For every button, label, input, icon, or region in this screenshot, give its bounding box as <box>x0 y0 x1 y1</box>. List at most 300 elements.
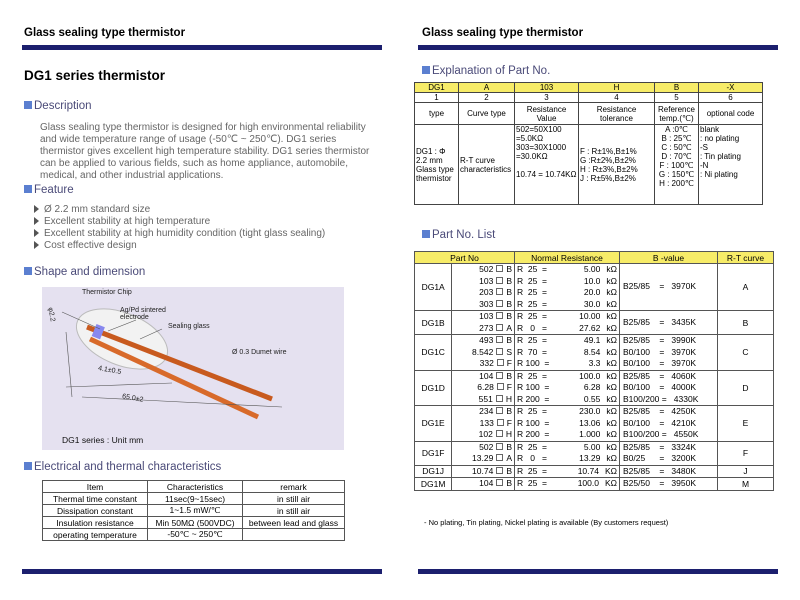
table-cell: Min 50MΩ (500VDC) <box>148 517 243 529</box>
resistance-unit: kΩ <box>606 335 617 345</box>
type-cell: Reference temp.(℃) <box>655 103 699 125</box>
checkbox-icon <box>496 467 503 474</box>
rt-curve: E <box>718 406 774 442</box>
rt-curve: D <box>718 370 774 406</box>
resistance-label: R 100 = <box>517 358 550 368</box>
header-cell: Normal Resistance <box>515 252 620 264</box>
tolerance-code: B <box>506 287 512 297</box>
resistance-label: R 25 = <box>517 441 548 452</box>
table-row <box>43 529 345 541</box>
tolerance-code: A <box>506 453 512 463</box>
resistance-line <box>515 287 619 299</box>
resistance-label: R 25 = <box>517 465 548 476</box>
table-cell: Dissipation constant <box>43 505 148 517</box>
header-rule <box>418 45 778 50</box>
checkbox-icon <box>496 348 503 355</box>
part-codes <box>452 335 515 371</box>
b-value: B0/100 = 4000K <box>623 382 697 392</box>
resistance-value: 30.0 <box>583 298 601 309</box>
part-group-name: DG1F <box>415 441 452 465</box>
b-values <box>620 311 718 335</box>
detail-cell: R-T curve characteristics <box>459 125 515 205</box>
bullet-square-icon <box>24 185 32 193</box>
tolerance-code: F <box>506 382 512 392</box>
list-heading <box>422 229 495 241</box>
part-code-line <box>452 311 514 323</box>
list-heading-text: Part No. List <box>432 229 496 241</box>
table-cell: Insulation resistance <box>43 517 148 529</box>
table-header-row <box>415 252 774 264</box>
bullet-square-icon <box>24 101 32 109</box>
part-code-line <box>452 478 514 490</box>
detail-cell: F : R±1%,B±1% G :R±2%,B±2% H : R±3%,B±2% J : R±5%,B±2% <box>579 125 655 205</box>
index-cell: 6 <box>699 93 763 103</box>
table-cell: -50℃ ~ 250℃ <box>148 529 243 541</box>
b-values <box>620 370 718 406</box>
index-cell: 2 <box>459 93 515 103</box>
resistance-values <box>515 406 620 442</box>
feature-heading-text: Feature <box>34 184 74 196</box>
part-code-line <box>452 382 514 394</box>
resistance-label: R 25 = <box>517 335 548 345</box>
part-number-list-table <box>414 251 774 491</box>
tolerance-code: B <box>506 298 512 309</box>
resistance-label: R 0 = <box>517 453 547 463</box>
header-cell: Part No <box>415 252 515 264</box>
b-value: B25/85 = 3970K <box>623 281 697 292</box>
table-row <box>43 517 345 529</box>
rt-curve: M <box>718 478 774 491</box>
footer-rule <box>22 569 382 574</box>
b-value: B0/100 = 4210K <box>623 417 697 428</box>
part-code-line <box>452 394 514 406</box>
label-chip: Thermistor Chip <box>82 289 132 296</box>
table-row <box>415 335 774 371</box>
part-code: 6.28 <box>477 382 494 392</box>
b-value: B0/100 = 3970K <box>623 358 697 368</box>
resistance-value: 27.62 <box>579 322 601 333</box>
part-code-line <box>452 264 514 276</box>
part-group-name: DG1B <box>415 311 452 335</box>
resistance-label: R 70 = <box>517 346 548 357</box>
resistance-value: 20.0 <box>583 287 601 297</box>
b-value: B25/85 = 3480K <box>623 465 697 476</box>
b-value: B100/200 = 4330K <box>623 393 699 404</box>
characteristics-table <box>42 480 345 541</box>
resistance-value: 10.00 <box>579 311 601 321</box>
resistance-label: R 25 = <box>517 275 548 286</box>
part-codes <box>452 311 515 335</box>
resistance-value: 3.3 <box>588 358 601 368</box>
part-code: 502 <box>479 264 494 274</box>
index-cell: 3 <box>515 93 579 103</box>
table-cell: Thermal time constant <box>43 493 148 505</box>
resistance-unit: kΩ <box>606 322 617 333</box>
elec-heading-text: Electrical and thermal characteristics <box>34 461 222 473</box>
tolerance-code: B <box>506 478 512 488</box>
type-row <box>415 103 763 125</box>
part-code: 551 <box>478 393 493 404</box>
detail-cell: blank : no plating -S : Tin plating -N : Ni plating <box>699 125 763 205</box>
dim-line <box>66 383 172 387</box>
part-code: 493 <box>479 335 494 345</box>
feature-list <box>34 204 325 252</box>
part-group-name: DG1J <box>415 465 452 478</box>
tolerance-code: B <box>506 264 512 274</box>
tolerance-code: B <box>506 311 512 321</box>
resistance-label: R 25 = <box>517 406 548 416</box>
part-codes <box>452 264 515 311</box>
part-group-name: DG1E <box>415 406 452 442</box>
rt-curve: A <box>718 264 774 311</box>
checkbox-icon <box>496 395 503 402</box>
part-code: 13.29 <box>472 453 494 463</box>
table-cell: 11sec(9~15sec) <box>148 493 243 505</box>
explanation-heading-text: Explanation of Part No. <box>432 65 551 77</box>
rt-curve: C <box>718 335 774 371</box>
detail-cell: DG1 : Φ 2.2 mm Glass type thermistor <box>415 125 459 205</box>
code-cell: H <box>579 83 655 93</box>
part-code: 104 <box>479 478 494 488</box>
table-row <box>415 441 774 465</box>
part-group-name: DG1D <box>415 370 452 406</box>
checkbox-icon <box>496 265 503 272</box>
resistance-unit: kΩ <box>606 429 617 439</box>
part-code-line <box>452 371 514 383</box>
part-code: 234 <box>479 406 494 416</box>
tolerance-code: F <box>506 358 512 368</box>
description-heading-text: Description <box>34 100 92 112</box>
resistance-value: 0.55 <box>583 393 601 404</box>
checkbox-icon <box>496 324 503 331</box>
tolerance-code: H <box>505 429 512 439</box>
type-cell: Resistance tolerance <box>579 103 655 125</box>
table-row <box>415 478 774 491</box>
bullet-square-icon <box>24 462 32 470</box>
page-header: Glass sealing type thermistor <box>24 27 186 39</box>
resistance-label: R 25 = <box>517 478 548 488</box>
b-values <box>620 264 718 311</box>
checkbox-icon <box>496 454 503 461</box>
part-code: 104 <box>479 370 494 381</box>
resistance-line <box>515 335 619 347</box>
shape-heading <box>24 266 145 278</box>
resistance-values <box>515 335 620 371</box>
table-cell: in still air <box>243 493 345 505</box>
tolerance-code: B <box>506 406 512 416</box>
list-item <box>34 216 325 228</box>
b-value: B25/85 = 3990K <box>623 335 697 345</box>
resistance-unit: kΩ <box>606 370 617 381</box>
b-value: B0/25 = 3200K <box>623 453 697 463</box>
part-code: 133 <box>479 417 494 428</box>
table-row <box>415 264 774 311</box>
part-codes <box>452 441 515 465</box>
resistance-value: 13.29 <box>579 453 601 463</box>
part-code-line <box>452 276 514 288</box>
tolerance-code: F <box>506 417 512 428</box>
resistance-line <box>515 347 619 359</box>
type-cell: type <box>415 103 459 125</box>
part-code-line <box>452 429 514 441</box>
resistance-value: 100.0 <box>579 370 601 381</box>
part-group-name: DG1M <box>415 478 452 491</box>
resistance-unit: kΩ <box>606 264 617 274</box>
checkbox-icon <box>496 443 503 450</box>
footer-rule <box>418 569 778 574</box>
code-cell: -X <box>699 83 763 93</box>
header-rule <box>22 45 382 50</box>
tolerance-code: B <box>506 441 512 452</box>
elec-heading <box>24 461 221 473</box>
resistance-label: R 0 = <box>517 322 547 333</box>
resistance-line <box>515 371 619 383</box>
description-heading <box>24 100 92 112</box>
index-cell: 1 <box>415 93 459 103</box>
triangle-bullet-icon <box>34 229 39 237</box>
part-code-line <box>452 323 514 335</box>
feature-text: Excellent stability at high temperature <box>44 216 211 227</box>
table-row <box>43 505 345 517</box>
label-dim-dia: φ2.2 <box>46 306 56 323</box>
part-code-line <box>452 347 514 359</box>
part-code-line <box>452 453 514 465</box>
tolerance-code: B <box>506 465 512 476</box>
part-code: 103 <box>479 311 494 321</box>
code-cell: A <box>459 83 515 93</box>
resistance-label: R 25 = <box>517 311 548 321</box>
header-cell: R-T curve <box>718 252 774 264</box>
resistance-line <box>515 311 619 323</box>
resistance-unit: kΩ <box>606 298 617 309</box>
part-code-line <box>452 358 514 370</box>
resistance-label: R 25 = <box>517 298 548 309</box>
table-row <box>43 493 345 505</box>
detail-cell: A :0℃ B : 25℃ C : 50℃ D : 70℃ F : 100℃ G : 150℃ H : 200℃ <box>655 125 699 205</box>
resistance-value: 5.00 <box>583 264 601 274</box>
part-code: 273 <box>479 322 494 333</box>
part-code: 10.74 <box>472 465 494 476</box>
explanation-heading <box>422 65 550 77</box>
tolerance-code: H <box>505 393 512 404</box>
detail-row <box>415 125 763 205</box>
rt-curve: F <box>718 441 774 465</box>
part-code-line <box>452 418 514 430</box>
description-text: Glass sealing type thermistor is designed for high environmental reliability and wide temperature range of usage (-50℃ ~ 250℃). DG1 series thermistor gives excellent high temperature stability. DG1 series thermistor can be applied to various fields, such as home appliance, automobile, medical, and other industrial applications. <box>40 122 370 181</box>
checkbox-icon <box>496 288 503 295</box>
part-code-line <box>452 466 514 478</box>
b-value: B25/50 = 3950K <box>623 478 697 488</box>
triangle-bullet-icon <box>34 217 39 225</box>
label-dim-body: 4.1±0.5 <box>97 365 122 376</box>
feature-heading <box>24 184 74 196</box>
triangle-bullet-icon <box>34 241 39 249</box>
resistance-unit: kΩ <box>606 406 617 416</box>
figure-caption: DG1 series : Unit mm <box>62 435 144 445</box>
header-cell: remark <box>243 481 345 493</box>
resistance-unit: kΩ <box>606 358 617 368</box>
tolerance-code: S <box>506 346 512 357</box>
resistance-line <box>515 418 619 430</box>
resistance-unit: kΩ <box>606 275 617 286</box>
page-header: Glass sealing type thermistor <box>422 27 584 39</box>
checkbox-icon <box>496 336 503 343</box>
resistance-label: R 200 = <box>517 429 550 439</box>
header-cell: Item <box>43 481 148 493</box>
feature-text: Excellent stability at high humidity condition (tight glass sealing) <box>44 228 326 239</box>
table-row <box>415 370 774 406</box>
resistance-line <box>515 429 619 441</box>
part-codes <box>452 465 515 478</box>
resistance-values <box>515 264 620 311</box>
resistance-values <box>515 465 620 478</box>
resistance-unit: kΩ <box>606 417 617 428</box>
resistance-values <box>515 370 620 406</box>
resistance-line <box>515 382 619 394</box>
code-cell: DG1 <box>415 83 459 93</box>
resistance-line <box>515 406 619 418</box>
checkbox-icon <box>496 372 503 379</box>
resistance-unit: kΩ <box>606 311 617 321</box>
resistance-value: 13.06 <box>579 417 601 428</box>
table-row <box>415 465 774 478</box>
list-item <box>34 240 325 252</box>
resistance-value: 230.0 <box>579 406 601 416</box>
index-row <box>415 93 763 103</box>
part-codes <box>452 406 515 442</box>
part-code-line <box>452 287 514 299</box>
table-header-row <box>43 481 345 493</box>
label-dim-total: 65.0±2 <box>121 393 144 404</box>
index-cell: 4 <box>579 93 655 103</box>
b-values <box>620 465 718 478</box>
header-cell: Characteristics <box>148 481 243 493</box>
resistance-unit: KΩ <box>604 465 617 476</box>
checkbox-icon <box>497 419 504 426</box>
resistance-value: 49.1 <box>583 335 601 345</box>
table-row <box>415 406 774 442</box>
feature-text: Cost effective design <box>44 240 137 251</box>
resistance-line <box>515 478 619 490</box>
resistance-line <box>515 394 619 406</box>
checkbox-icon <box>496 300 503 307</box>
part-code: 303 <box>479 298 494 309</box>
b-value: B100/200 = 4550K <box>623 429 699 439</box>
code-cell: 103 <box>515 83 579 93</box>
resistance-unit: kΩ <box>606 346 617 357</box>
resistance-value: 10.74 <box>577 465 599 476</box>
part-code-line <box>452 299 514 311</box>
checkbox-icon <box>497 359 504 366</box>
b-value: B25/85 = 4250K <box>623 406 697 416</box>
part-group-name: DG1A <box>415 264 452 311</box>
list-item <box>34 204 325 216</box>
b-value: B25/85 = 4060K <box>623 370 697 381</box>
part-code-line <box>452 335 514 347</box>
label-wire: Ø 0.3 Dumet wire <box>232 349 287 356</box>
b-values <box>620 406 718 442</box>
table-cell: in still air <box>243 505 345 517</box>
plating-note: - No plating, Tin plating, Nickel plating is available (By customers request) <box>424 518 669 527</box>
header-cell: B -value <box>620 252 718 264</box>
detail-cell: 502=50X100 =5.0KΩ 303=30X1000 =30.0KΩ 10.74 = 10.74KΩ <box>515 125 579 205</box>
b-value: B0/100 = 3970K <box>623 346 697 357</box>
resistance-value: 8.54 <box>583 346 601 357</box>
shape-heading-text: Shape and dimension <box>34 266 146 278</box>
type-cell: optional code <box>699 103 763 125</box>
part-code-line <box>452 406 514 418</box>
resistance-value: 6.28 <box>583 382 601 392</box>
b-value: B25/85 = 3435K <box>623 316 697 327</box>
list-item <box>34 228 325 240</box>
resistance-line <box>515 264 619 276</box>
tolerance-code: B <box>506 370 512 381</box>
thermistor-drawing <box>42 287 344 450</box>
checkbox-icon <box>496 277 503 284</box>
resistance-line <box>515 276 619 288</box>
rt-curve: B <box>718 311 774 335</box>
resistance-value: 1.000 <box>579 429 601 439</box>
resistance-line <box>515 323 619 335</box>
resistance-label: R 200 = <box>517 393 550 404</box>
checkbox-icon <box>496 407 503 414</box>
part-group-name: DG1C <box>415 335 452 371</box>
resistance-label: R 25 = <box>517 264 548 274</box>
table-cell: between lead and glass <box>243 517 345 529</box>
resistance-value: 5.00 <box>583 441 601 452</box>
thermistor-figure <box>42 287 344 450</box>
part-code: 502 <box>479 441 494 452</box>
bullet-square-icon <box>422 66 430 74</box>
resistance-unit: KΩ <box>604 478 617 488</box>
resistance-label: R 25 = <box>517 370 548 381</box>
b-value: B25/85 = 3324K <box>623 441 697 452</box>
part-code: 332 <box>479 358 494 368</box>
checkbox-icon <box>496 312 503 319</box>
b-values <box>620 335 718 371</box>
resistance-unit: kΩ <box>606 393 617 404</box>
bullet-square-icon <box>422 230 430 238</box>
resistance-label: R 25 = <box>517 287 548 297</box>
bullet-square-icon <box>24 267 32 275</box>
type-cell: Curve type <box>459 103 515 125</box>
dim-line <box>82 397 282 407</box>
part-codes <box>452 370 515 406</box>
table-cell <box>243 529 345 541</box>
resistance-line <box>515 299 619 311</box>
resistance-values <box>515 311 620 335</box>
checkbox-icon <box>496 479 503 486</box>
type-cell: Resistance Value <box>515 103 579 125</box>
code-row <box>415 83 763 93</box>
page-title: DG1 series thermistor <box>24 68 166 83</box>
resistance-unit: kΩ <box>606 382 617 392</box>
resistance-values <box>515 441 620 465</box>
resistance-line <box>515 466 619 478</box>
resistance-unit: kΩ <box>606 441 617 452</box>
label-glass: Sealing glass <box>168 323 210 330</box>
resistance-value: 100.0 <box>577 478 599 488</box>
checkbox-icon <box>496 430 503 437</box>
table-cell: operating temperature <box>43 529 148 541</box>
table-row <box>415 311 774 335</box>
resistance-unit: kΩ <box>606 453 617 463</box>
tolerance-code: B <box>506 275 512 286</box>
resistance-line <box>515 453 619 465</box>
b-values <box>620 441 718 465</box>
tolerance-code: A <box>506 322 512 333</box>
index-cell: 5 <box>655 93 699 103</box>
